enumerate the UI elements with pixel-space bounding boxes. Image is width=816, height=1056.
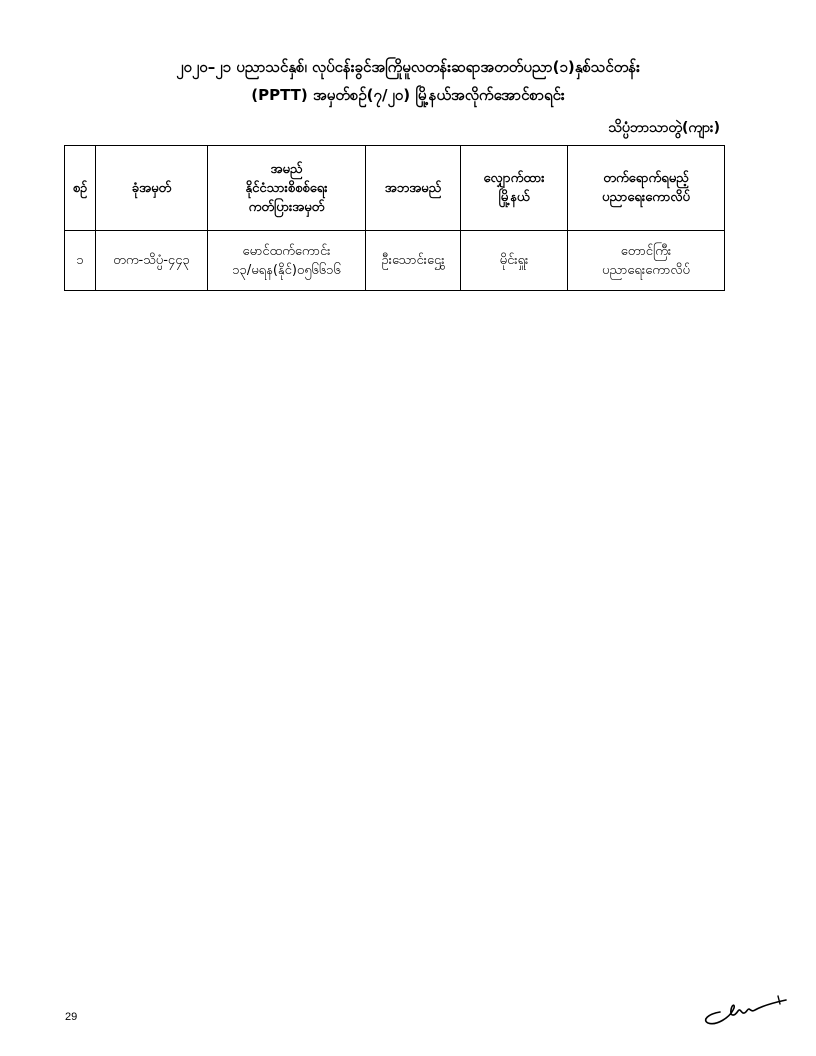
table-header-row <box>65 146 725 231</box>
cell-father-name: ဦးသောင်းဌွေး <box>366 231 461 291</box>
cell-roll-no: တက-သိပ္ပံ-၄၄၃ <box>96 231 208 291</box>
results-table <box>64 145 725 291</box>
document-title-line1: ၂၀၂၀–၂၁ ပညာသင်နှစ်၊ လုပ်ငန်းခွင်အကြိုမူလတန်းဆရာအတတ်ပညာ(၁)နှစ်သင်တန်း <box>176 58 640 76</box>
table-row <box>65 231 725 291</box>
document-title-line2: (PPTT) အမှတ်စဉ်(၇/၂၀) မြို့နယ်အလိုက်အောင်စာရင်း <box>251 86 565 104</box>
cell-name-nrc <box>208 231 366 291</box>
nrc-number: ၁၃/မရန(နိုင်)၀၅၆၆၁၆ <box>232 262 341 278</box>
student-name: မောင်ထက်ကောင်း <box>242 243 331 259</box>
column-header-serial: စဉ် <box>65 146 96 231</box>
cell-serial: ၁ <box>65 231 96 291</box>
signature <box>700 992 790 1028</box>
column-header-roll-no: ခုံအမှတ် <box>96 146 208 231</box>
column-header-township: လျှောက်ထား မြို့နယ် <box>461 146 568 231</box>
subject-group-label: သိပ္ပံဘာသာတွဲ(ကျား) <box>608 120 720 136</box>
column-header-father-name: အဘအမည် <box>366 146 461 231</box>
cell-township: မိုင်းရှူး <box>461 231 568 291</box>
column-header-college: တက်ရောက်ရမည့် ပညာရေးကောလိပ် <box>568 146 725 231</box>
column-header-name-nrc: အမည် နိုင်ငံသားစိစစ်ရေး ကတ်ပြားအမှတ် <box>208 146 366 231</box>
cell-college: တောင်ကြီး ပညာရေးကောလိပ် <box>568 231 725 291</box>
page-number: 29 <box>65 1011 78 1023</box>
